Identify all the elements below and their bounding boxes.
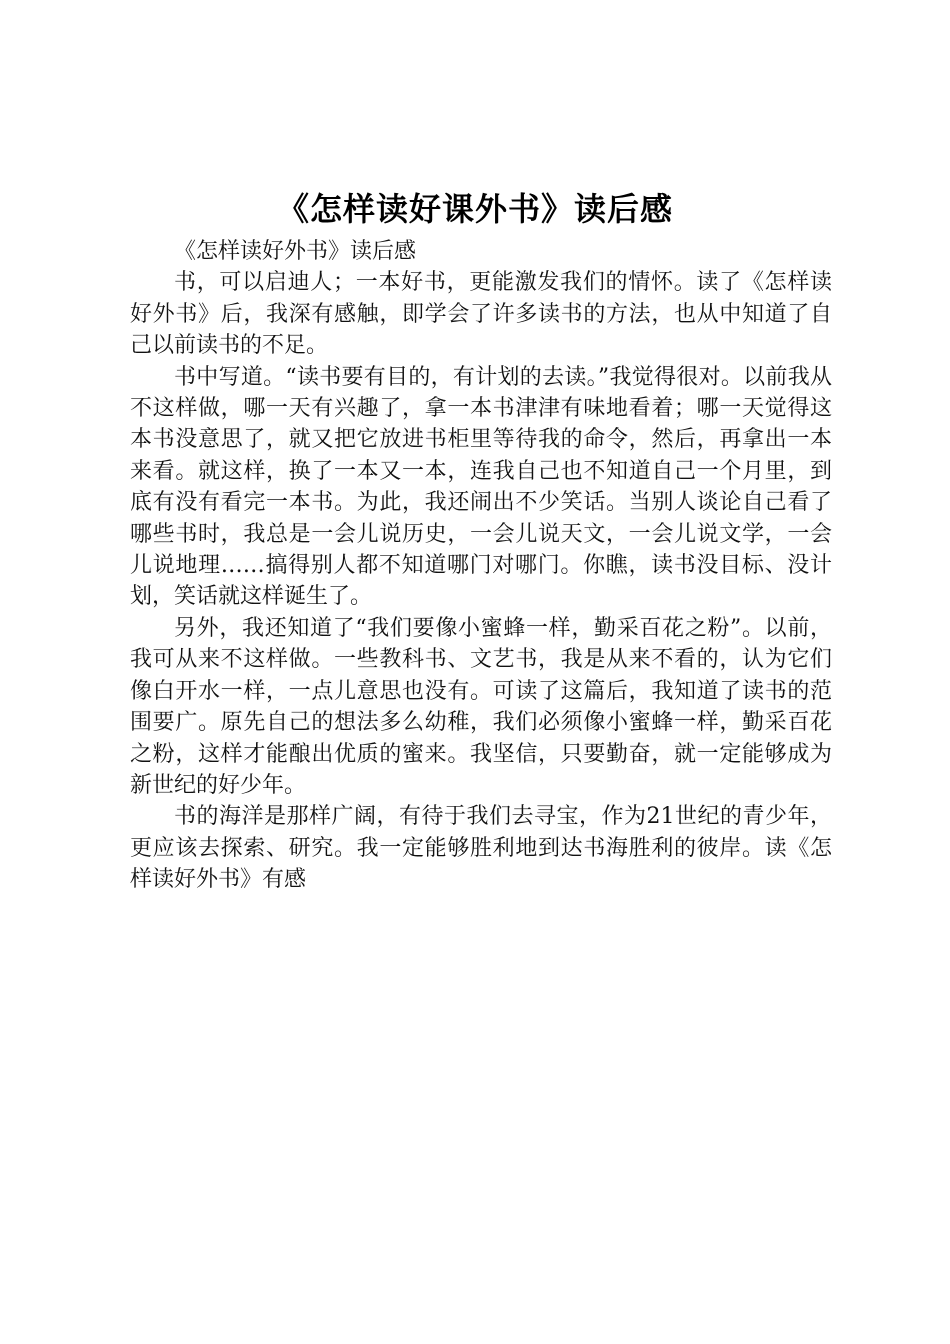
document-title: 《怎样读好课外书》读后感 [276, 190, 673, 228]
paragraph: 另外，我还知道了“我们要像小蜜蜂一样，勤采百花之粉”。以前，我可从来不这样做。一些教科书、文艺书，我是从来不看的，认为它们像白开水一样，一点儿意思也没有。可读了这篇后，我知道了读书的范围要广。原先自己的想法多么幼稚，我们必须像小蜜蜂一样，勤采百花之粉，这样才能酿出优质的蜜来。我坚信，只要勤奋，就一定能够成为新世纪的好少年。 [130, 615, 832, 798]
paragraph: 书的海洋是那样广阔，有待于我们去寻宝，作为21世纪的青少年，更应该去探索、研究。我一定能够胜利地到达书海胜利的彼岸。读《怎样读好外书》有感 [130, 804, 832, 893]
document-body [130, 236, 832, 896]
paragraph: 书，可以启迪人；一本好书，更能激发我们的情怀。读了《怎样读好外书》后，我深有感触，即学会了许多读书的方法，也从中知道了自己以前读书的不足。 [130, 270, 832, 359]
paragraph: 书中写道。“读书要有目的，有计划的去读。”我觉得很对。以前我从不这样做，哪一天有兴趣了，拿一本书津津有味地看着；哪一天觉得这本书没意思了，就又把它放进书柜里等待我的命令，然后，再拿出一本来看。就这样，换了一本又一本，连我自己也不知道自己一个月里，到底有没有看完一本书。为此，我还闹出不少笑话。当别人谈论自己看了哪些书时，我总是一会儿说历史，一会儿说天文，一会儿说文学，一会儿说地理……搞得别人都不知道哪门对哪门。你瞧，读书没目标、没计划，笑话就这样诞生了。 [130, 364, 832, 610]
paragraph-subtitle: 《怎样读好外书》读后感 [174, 239, 417, 264]
